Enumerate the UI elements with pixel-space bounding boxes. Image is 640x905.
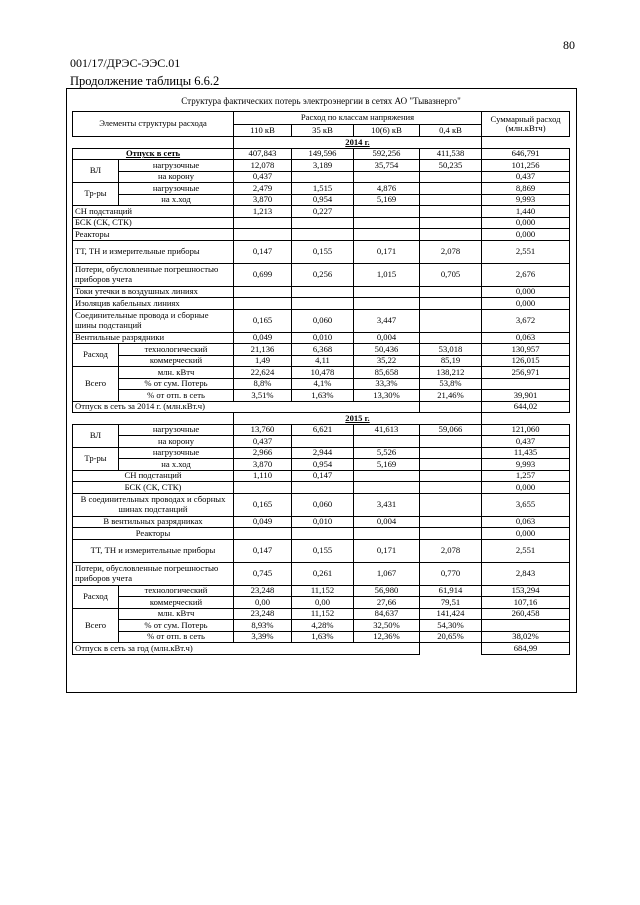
vl_load-110kv: 12,078	[234, 160, 292, 172]
tech-110kv: 21,136	[234, 344, 292, 356]
spacer-cell	[73, 137, 234, 149]
tr_load-04kv	[420, 183, 482, 195]
tr_idle-110kv: 3,870	[234, 459, 292, 471]
table-row	[73, 367, 570, 379]
spacer-cell	[420, 643, 482, 655]
group-label-tr_label: Тр-ры	[73, 183, 119, 206]
bsk-total: 0,000	[482, 482, 570, 494]
pct_net-10kv: 13,30%	[354, 390, 420, 402]
row-label-comm: коммерческий	[119, 355, 234, 367]
pct_sum-04kv: 53,8%	[420, 378, 482, 390]
arrest-110kv: 0,049	[234, 332, 292, 344]
row-label-wires: В соединительных проводах и сборных шинах подстанций	[73, 493, 234, 516]
row-label-tr_idle: на х.ход	[119, 459, 234, 471]
mln-total: 256,971	[482, 367, 570, 379]
row-label-cable: Изоляцив кабельных линиях	[73, 298, 234, 310]
tr_load-35kv: 2,944	[292, 447, 354, 459]
row-label-vl_load: нагрузочные	[119, 424, 234, 436]
vl_corona-10kv	[354, 436, 420, 448]
vl_corona-110kv: 0,437	[234, 171, 292, 183]
table-row	[73, 493, 570, 516]
vl_load-10kv: 35,754	[354, 160, 420, 172]
wires-110kv: 0,165	[234, 309, 292, 332]
wires-35kv: 0,060	[292, 493, 354, 516]
header-voltage-group: Расход по классам напряжения	[234, 112, 482, 125]
header-elements: Элементы структуры расхода	[73, 112, 234, 137]
bsk-total: 0,000	[482, 217, 570, 229]
reactors-04kv	[420, 229, 482, 241]
reactors-10kv	[354, 229, 420, 241]
table-row	[73, 240, 570, 263]
cable-110kv	[234, 298, 292, 310]
table-row	[73, 482, 570, 494]
err-04kv: 0,770	[420, 562, 482, 585]
year-supply-2014-value: 644,02	[482, 401, 570, 413]
table-row	[73, 298, 570, 310]
mln-35kv: 10,478	[292, 367, 354, 379]
mln-10kv: 84,637	[354, 608, 420, 620]
mln-10kv: 85,658	[354, 367, 420, 379]
vl_corona-35kv	[292, 171, 354, 183]
year-supply-2015: Отпуск в сеть за год (млн.кВт.ч)	[73, 643, 420, 655]
page-number: 80	[563, 38, 575, 52]
loss-structure-table	[72, 92, 570, 655]
spacer-cell	[73, 413, 234, 425]
comm-total: 107,16	[482, 597, 570, 609]
err-10kv: 1,067	[354, 562, 420, 585]
pct_net-total: 39,901	[482, 390, 570, 402]
bsk-35kv	[292, 482, 354, 494]
tt-04kv: 2,078	[420, 539, 482, 562]
row-label-vl_load: нагрузочные	[119, 160, 234, 172]
table-row	[73, 620, 570, 632]
tt-10kv: 0,171	[354, 539, 420, 562]
sn-04kv	[420, 206, 482, 218]
row-label-tr_load: нагрузочные	[119, 183, 234, 195]
group-label-vsego_label: Всего	[73, 367, 119, 402]
pct_sum-10kv: 33,3%	[354, 378, 420, 390]
pct_net-110kv: 3,39%	[234, 631, 292, 643]
pct_sum-total	[482, 620, 570, 632]
table-row	[73, 194, 570, 206]
reactors-35kv	[292, 229, 354, 241]
pct_net-04kv: 20,65%	[420, 631, 482, 643]
sn-35kv: 0,227	[292, 206, 354, 218]
tech-10kv: 50,436	[354, 344, 420, 356]
tr_load-35kv: 1,515	[292, 183, 354, 195]
vl_corona-10kv	[354, 171, 420, 183]
tt-04kv: 2,078	[420, 240, 482, 263]
row-label-err: Потери, обусловленные погрешностью приборов учета	[73, 263, 234, 286]
vl_load-04kv: 50,235	[420, 160, 482, 172]
row-label-leak: Токи утечки в воздушных линиях	[73, 286, 234, 298]
row-label-supply: Отпуск в сеть	[73, 148, 234, 160]
comm-10kv: 35,22	[354, 355, 420, 367]
vl_corona-total: 0,437	[482, 171, 570, 183]
wires-04kv	[420, 493, 482, 516]
pct_sum-110kv: 8,8%	[234, 378, 292, 390]
tr_idle-10kv: 5,169	[354, 194, 420, 206]
arrest-04kv	[420, 516, 482, 528]
table-row	[73, 344, 570, 356]
table-row	[73, 585, 570, 597]
tech-10kv: 56,980	[354, 585, 420, 597]
supply-total: 646,791	[482, 148, 570, 160]
tr_idle-110kv: 3,870	[234, 194, 292, 206]
table-row	[73, 183, 570, 195]
err-35kv: 0,256	[292, 263, 354, 286]
row-label-tr_load: нагрузочные	[119, 447, 234, 459]
row-label-mln: млн. кВтч	[119, 608, 234, 620]
group-label-vsego_label: Всего	[73, 608, 119, 643]
err-04kv: 0,705	[420, 263, 482, 286]
table-row	[73, 229, 570, 241]
table-row	[73, 516, 570, 528]
table-row	[73, 597, 570, 609]
vl_load-04kv: 59,066	[420, 424, 482, 436]
comm-10kv: 27,66	[354, 597, 420, 609]
bsk-04kv	[420, 217, 482, 229]
mln-110kv: 22,624	[234, 367, 292, 379]
sn-110kv: 1,213	[234, 206, 292, 218]
table-row	[73, 263, 570, 286]
sn-10kv	[354, 470, 420, 482]
sn-total: 1,440	[482, 206, 570, 218]
table-row	[73, 413, 570, 425]
pct_sum-10kv: 32,50%	[354, 620, 420, 632]
pct_sum-total	[482, 378, 570, 390]
row-label-comm: коммерческий	[119, 597, 234, 609]
row-label-arrest: В вентильных разрядниках	[73, 516, 234, 528]
pct_sum-04kv: 54,30%	[420, 620, 482, 632]
table-row	[73, 286, 570, 298]
table-row	[73, 378, 570, 390]
row-label-err: Потери, обусловленные погрешностью приборов учета	[73, 562, 234, 585]
mln-35kv: 11,152	[292, 608, 354, 620]
vl_corona-35kv	[292, 436, 354, 448]
cable-total: 0,000	[482, 298, 570, 310]
leak-35kv	[292, 286, 354, 298]
tt-110kv: 0,147	[234, 539, 292, 562]
table-row	[73, 539, 570, 562]
bsk-04kv	[420, 482, 482, 494]
tech-35kv: 11,152	[292, 585, 354, 597]
cable-04kv	[420, 298, 482, 310]
leak-04kv	[420, 286, 482, 298]
tr_idle-35kv: 0,954	[292, 459, 354, 471]
group-label-tr_label: Тр-ры	[73, 447, 119, 470]
tr_load-04kv	[420, 447, 482, 459]
table-row	[73, 171, 570, 183]
header-35kv: 35 кВ	[292, 125, 354, 137]
header-10kv: 10(6) кВ	[354, 125, 420, 137]
tt-total: 2,551	[482, 539, 570, 562]
arrest-110kv: 0,049	[234, 516, 292, 528]
header-total: Суммарный расход (млн.кВтч)	[482, 112, 570, 137]
year-supply-2014: Отпуск в сеть за 2014 г. (млн.кВт.ч)	[73, 401, 420, 413]
table-row	[73, 217, 570, 229]
wires-total: 3,655	[482, 493, 570, 516]
row-label-tt: ТТ, ТН и измерительные приборы	[73, 240, 234, 263]
header-110kv: 110 кВ	[234, 125, 292, 137]
wires-110kv: 0,165	[234, 493, 292, 516]
err-110kv: 0,745	[234, 562, 292, 585]
tr_load-10kv: 5,526	[354, 447, 420, 459]
sn-35kv: 0,147	[292, 470, 354, 482]
row-label-vl_corona: на корону	[119, 171, 234, 183]
vl_corona-04kv	[420, 436, 482, 448]
pct_net-total: 38,02%	[482, 631, 570, 643]
bsk-110kv	[234, 217, 292, 229]
table-row	[73, 206, 570, 218]
table-row	[73, 309, 570, 332]
table-row	[73, 631, 570, 643]
table-row	[73, 332, 570, 344]
year-heading: 2015 г.	[234, 413, 482, 425]
table-row	[73, 148, 570, 160]
row-label-mln: млн. кВтч	[119, 367, 234, 379]
vl_corona-total: 0,437	[482, 436, 570, 448]
comm-04kv: 85,19	[420, 355, 482, 367]
mln-110kv: 23,248	[234, 608, 292, 620]
pct_sum-110kv: 8,93%	[234, 620, 292, 632]
wires-10kv: 3,431	[354, 493, 420, 516]
table-title: Структура фактических потерь электроэнергии в сетях АО "Тывазнерго"	[181, 95, 461, 106]
tr_load-10kv: 4,876	[354, 183, 420, 195]
reactors-total: 0,000	[482, 229, 570, 241]
err-total: 2,843	[482, 562, 570, 585]
tr_load-110kv: 2,479	[234, 183, 292, 195]
vl_load-total: 121,060	[482, 424, 570, 436]
tt-110kv: 0,147	[234, 240, 292, 263]
vl_load-35kv: 6,621	[292, 424, 354, 436]
pct_net-10kv: 12,36%	[354, 631, 420, 643]
row-label-pct_sum: % от сум. Потерь	[119, 378, 234, 390]
mln-04kv: 141,424	[420, 608, 482, 620]
group-label-vl_label: ВЛ	[73, 424, 119, 447]
row-label-tech: технологический	[119, 344, 234, 356]
group-label-rashod_label: Расход	[73, 344, 119, 367]
row-label-tech: технологический	[119, 585, 234, 597]
tr_idle-35kv: 0,954	[292, 194, 354, 206]
arrest-10kv: 0,004	[354, 332, 420, 344]
tech-total: 130,957	[482, 344, 570, 356]
table-row	[73, 355, 570, 367]
supply-04kv: 411,538	[420, 148, 482, 160]
supply-110kv: 407,843	[234, 148, 292, 160]
row-label-pct_net: % от отп. в сеть	[119, 390, 234, 402]
vl_corona-110kv: 0,437	[234, 436, 292, 448]
group-label-rashod_label: Расход	[73, 585, 119, 608]
pct_net-35kv: 1,63%	[292, 631, 354, 643]
pct_sum-35kv: 4,1%	[292, 378, 354, 390]
tt-35kv: 0,155	[292, 240, 354, 263]
cable-10kv	[354, 298, 420, 310]
pct_net-35kv: 1,63%	[292, 390, 354, 402]
bsk-10kv	[354, 217, 420, 229]
row-label-sn: СН подстанций	[73, 206, 234, 218]
comm-110kv: 1,49	[234, 355, 292, 367]
table-row	[73, 447, 570, 459]
err-total: 2,676	[482, 263, 570, 286]
row-label-wires: Соединительные провода и сборные шины подстанций	[73, 309, 234, 332]
err-35kv: 0,261	[292, 562, 354, 585]
row-label-bsk: БСК (СК, СТК)	[73, 482, 234, 494]
row-label-bsk: БСК (СК, СТК)	[73, 217, 234, 229]
comm-35kv: 4,11	[292, 355, 354, 367]
row-label-arrest: Вентильные разрядники	[73, 332, 234, 344]
tr_load-total: 8,869	[482, 183, 570, 195]
table-row	[73, 401, 570, 413]
spacer-cell	[420, 401, 482, 413]
err-110kv: 0,699	[234, 263, 292, 286]
tr_load-110kv: 2,966	[234, 447, 292, 459]
arrest-04kv	[420, 332, 482, 344]
pct_sum-35kv: 4,28%	[292, 620, 354, 632]
vl_load-35kv: 3,189	[292, 160, 354, 172]
wires-35kv: 0,060	[292, 309, 354, 332]
arrest-10kv: 0,004	[354, 516, 420, 528]
table-row	[73, 390, 570, 402]
sn-10kv	[354, 206, 420, 218]
err-10kv: 1,015	[354, 263, 420, 286]
reactors-10kv	[354, 528, 420, 540]
arrest-35kv: 0,010	[292, 332, 354, 344]
document-code: 001/17/ДРЭС-ЭЭС.01	[70, 56, 181, 70]
sn-04kv	[420, 470, 482, 482]
year-supply-2015-value: 684,99	[482, 643, 570, 655]
tr_idle-04kv	[420, 194, 482, 206]
comm-total: 126,015	[482, 355, 570, 367]
table-row	[73, 528, 570, 540]
reactors-total: 0,000	[482, 528, 570, 540]
table-caption: Продолжение таблицы 6.6.2	[70, 74, 220, 88]
bsk-110kv	[234, 482, 292, 494]
bsk-35kv	[292, 217, 354, 229]
reactors-04kv	[420, 528, 482, 540]
mln-04kv: 138,212	[420, 367, 482, 379]
leak-10kv	[354, 286, 420, 298]
spacer-cell	[482, 137, 570, 149]
table-row	[73, 436, 570, 448]
pct_net-04kv: 21,46%	[420, 390, 482, 402]
row-label-pct_sum: % от сум. Потерь	[119, 620, 234, 632]
sn-total: 1,257	[482, 470, 570, 482]
table-row	[73, 137, 570, 149]
arrest-35kv: 0,010	[292, 516, 354, 528]
vl_corona-04kv	[420, 171, 482, 183]
table-row	[73, 424, 570, 436]
header-04kv: 0,4 кВ	[420, 125, 482, 137]
tech-35kv: 6,368	[292, 344, 354, 356]
row-label-tr_idle: на х.ход	[119, 194, 234, 206]
vl_load-110kv: 13,760	[234, 424, 292, 436]
tech-110kv: 23,248	[234, 585, 292, 597]
tech-04kv: 53,018	[420, 344, 482, 356]
vl_load-10kv: 41,613	[354, 424, 420, 436]
table-row	[73, 643, 570, 655]
supply-10kv: 592,256	[354, 148, 420, 160]
tt-total: 2,551	[482, 240, 570, 263]
row-label-pct_net: % от отп. в сеть	[119, 631, 234, 643]
tr_idle-04kv	[420, 459, 482, 471]
arrest-total: 0,063	[482, 516, 570, 528]
tech-total: 153,294	[482, 585, 570, 597]
tech-04kv: 61,914	[420, 585, 482, 597]
tr_idle-10kv: 5,169	[354, 459, 420, 471]
reactors-35kv	[292, 528, 354, 540]
group-label-vl_label: ВЛ	[73, 160, 119, 183]
leak-110kv	[234, 286, 292, 298]
table-row	[73, 470, 570, 482]
sn-110kv: 1,110	[234, 470, 292, 482]
wires-04kv	[420, 309, 482, 332]
supply-35kv: 149,596	[292, 148, 354, 160]
cable-35kv	[292, 298, 354, 310]
pct_net-110kv: 3,51%	[234, 390, 292, 402]
leak-total: 0,000	[482, 286, 570, 298]
tr_idle-total: 9,993	[482, 459, 570, 471]
year-heading: 2014 г.	[234, 137, 482, 149]
wires-total: 3,672	[482, 309, 570, 332]
table-row	[73, 562, 570, 585]
row-label-reactors: Реакторы	[73, 229, 234, 241]
row-label-reactors: Реакторы	[73, 528, 234, 540]
tt-10kv: 0,171	[354, 240, 420, 263]
row-label-tt: ТТ, ТН и измерительные приборы	[73, 539, 234, 562]
reactors-110kv	[234, 528, 292, 540]
tr_load-total: 11,435	[482, 447, 570, 459]
row-label-sn: СН подстанций	[73, 470, 234, 482]
row-label-vl_corona: на корону	[119, 436, 234, 448]
wires-10kv: 3,447	[354, 309, 420, 332]
spacer-cell	[482, 413, 570, 425]
tt-35kv: 0,155	[292, 539, 354, 562]
reactors-110kv	[234, 229, 292, 241]
comm-35kv: 0,00	[292, 597, 354, 609]
comm-110kv: 0,00	[234, 597, 292, 609]
tr_idle-total: 9,993	[482, 194, 570, 206]
comm-04kv: 79,51	[420, 597, 482, 609]
mln-total: 260,458	[482, 608, 570, 620]
table-row	[73, 459, 570, 471]
arrest-total: 0,063	[482, 332, 570, 344]
table-row	[73, 160, 570, 172]
table-row	[73, 608, 570, 620]
bsk-10kv	[354, 482, 420, 494]
vl_load-total: 101,256	[482, 160, 570, 172]
